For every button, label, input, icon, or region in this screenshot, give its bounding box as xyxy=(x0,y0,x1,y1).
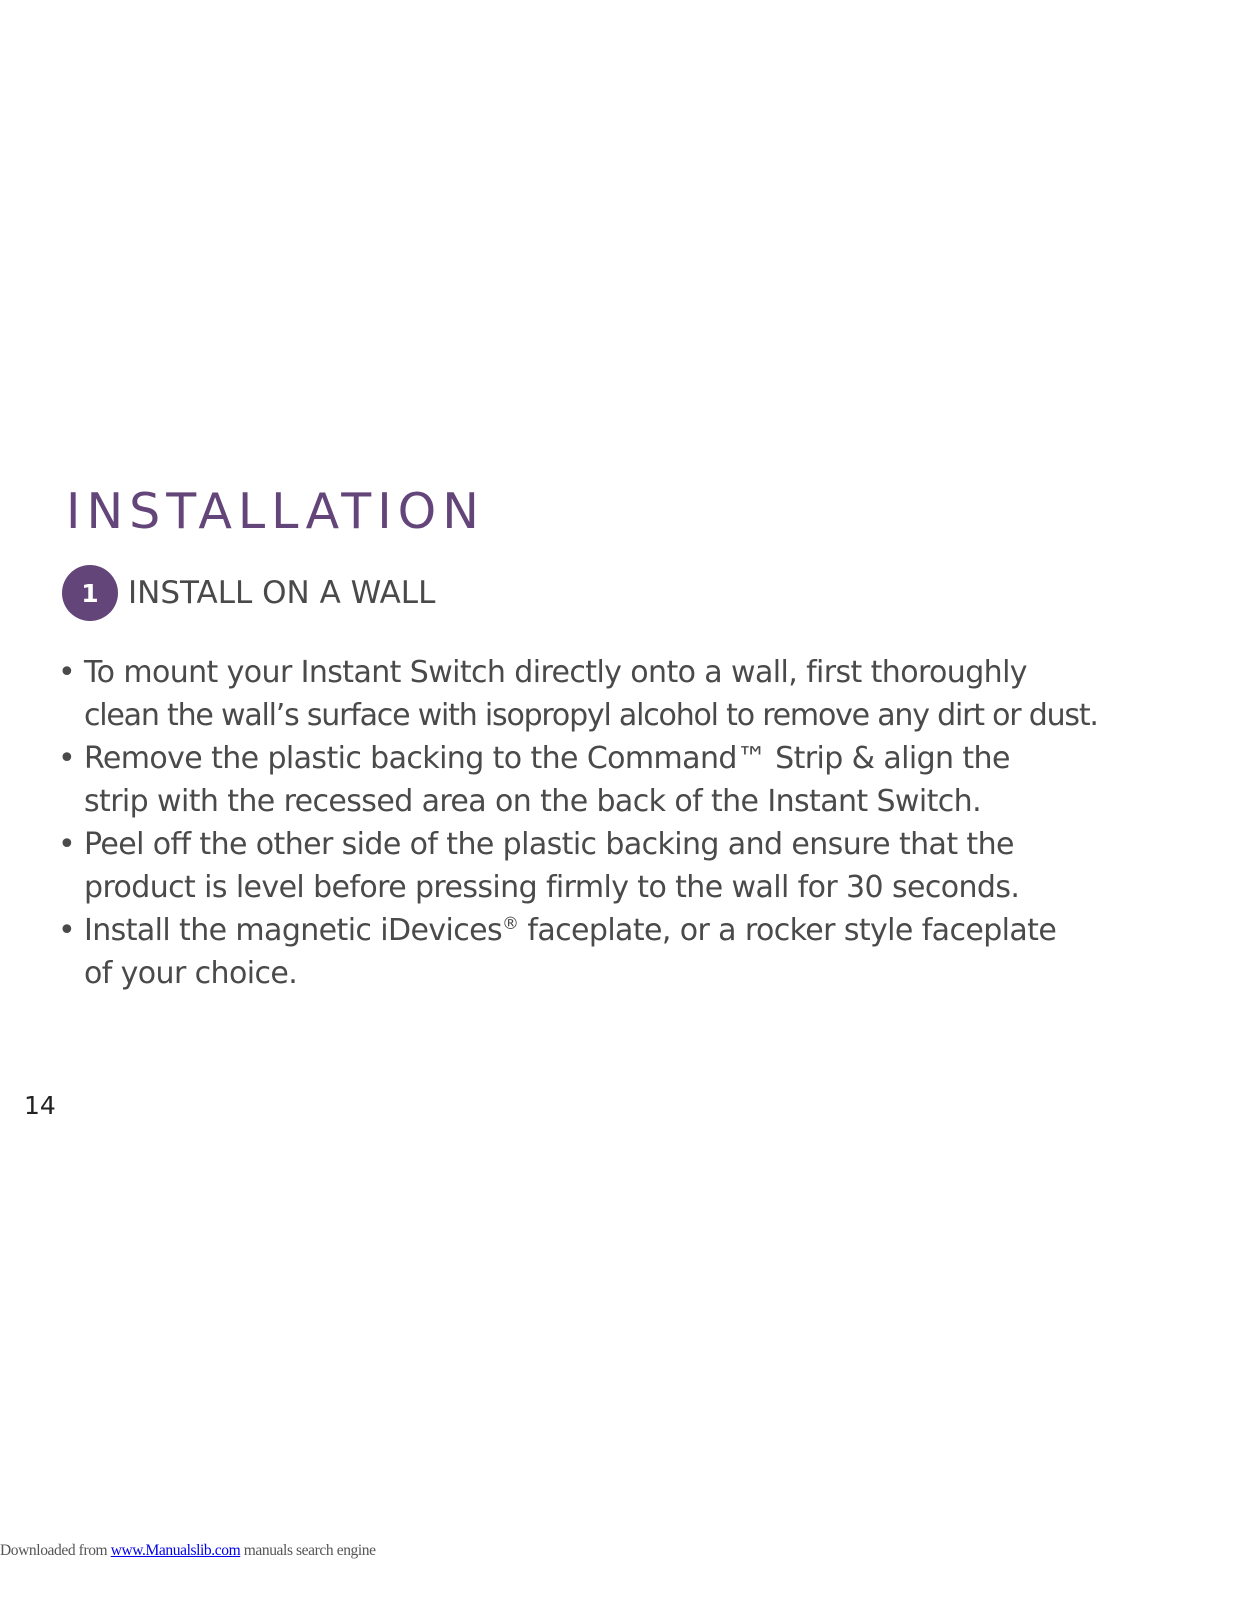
footer-suffix: manuals search engine xyxy=(240,1542,376,1559)
page-number: 14 xyxy=(24,1091,56,1120)
bullet-icon: • xyxy=(58,741,76,776)
list-item-line: of your choice. xyxy=(84,956,298,991)
list-item xyxy=(56,909,1206,995)
step-number-badge: 1 xyxy=(62,565,118,621)
list-item xyxy=(56,651,1206,737)
list-item-line: product is level before pressing firmly to the wall for 30 seconds. xyxy=(84,870,1020,905)
list-item-line: Remove the plastic backing to the Command™ Strip & align the xyxy=(84,741,1010,776)
registered-mark: ® xyxy=(502,914,519,934)
page-title: INSTALLATION xyxy=(66,483,485,540)
list-item-line xyxy=(84,909,1206,952)
footer-prefix: Downloaded from xyxy=(0,1542,111,1559)
instruction-list xyxy=(56,651,1206,995)
step-title: INSTALL ON A WALL xyxy=(128,575,436,611)
list-item-line: To mount your Instant Switch directly onto a wall, first thoroughly xyxy=(84,655,1027,690)
bullet-icon: • xyxy=(58,827,76,862)
list-item xyxy=(56,737,1206,823)
step-heading xyxy=(62,566,435,620)
list-item-line: Peel off the other side of the plastic backing and ensure that the xyxy=(84,827,1014,862)
bullet-icon: • xyxy=(58,913,76,948)
list-item-text: faceplate, or a rocker style faceplate xyxy=(518,913,1057,948)
manualslib-link[interactable]: www.Manualslib.com xyxy=(110,1542,241,1559)
list-item-line: clean the wall’s surface with isopropyl alcohol to remove any dirt or dust. xyxy=(84,698,1098,733)
list-item-text: Install the magnetic iDevices xyxy=(84,913,503,948)
list-item xyxy=(56,823,1206,909)
list-item-line: strip with the recessed area on the back of the Instant Switch. xyxy=(84,784,982,819)
download-footer xyxy=(0,1542,376,1560)
bullet-icon: • xyxy=(58,655,76,690)
